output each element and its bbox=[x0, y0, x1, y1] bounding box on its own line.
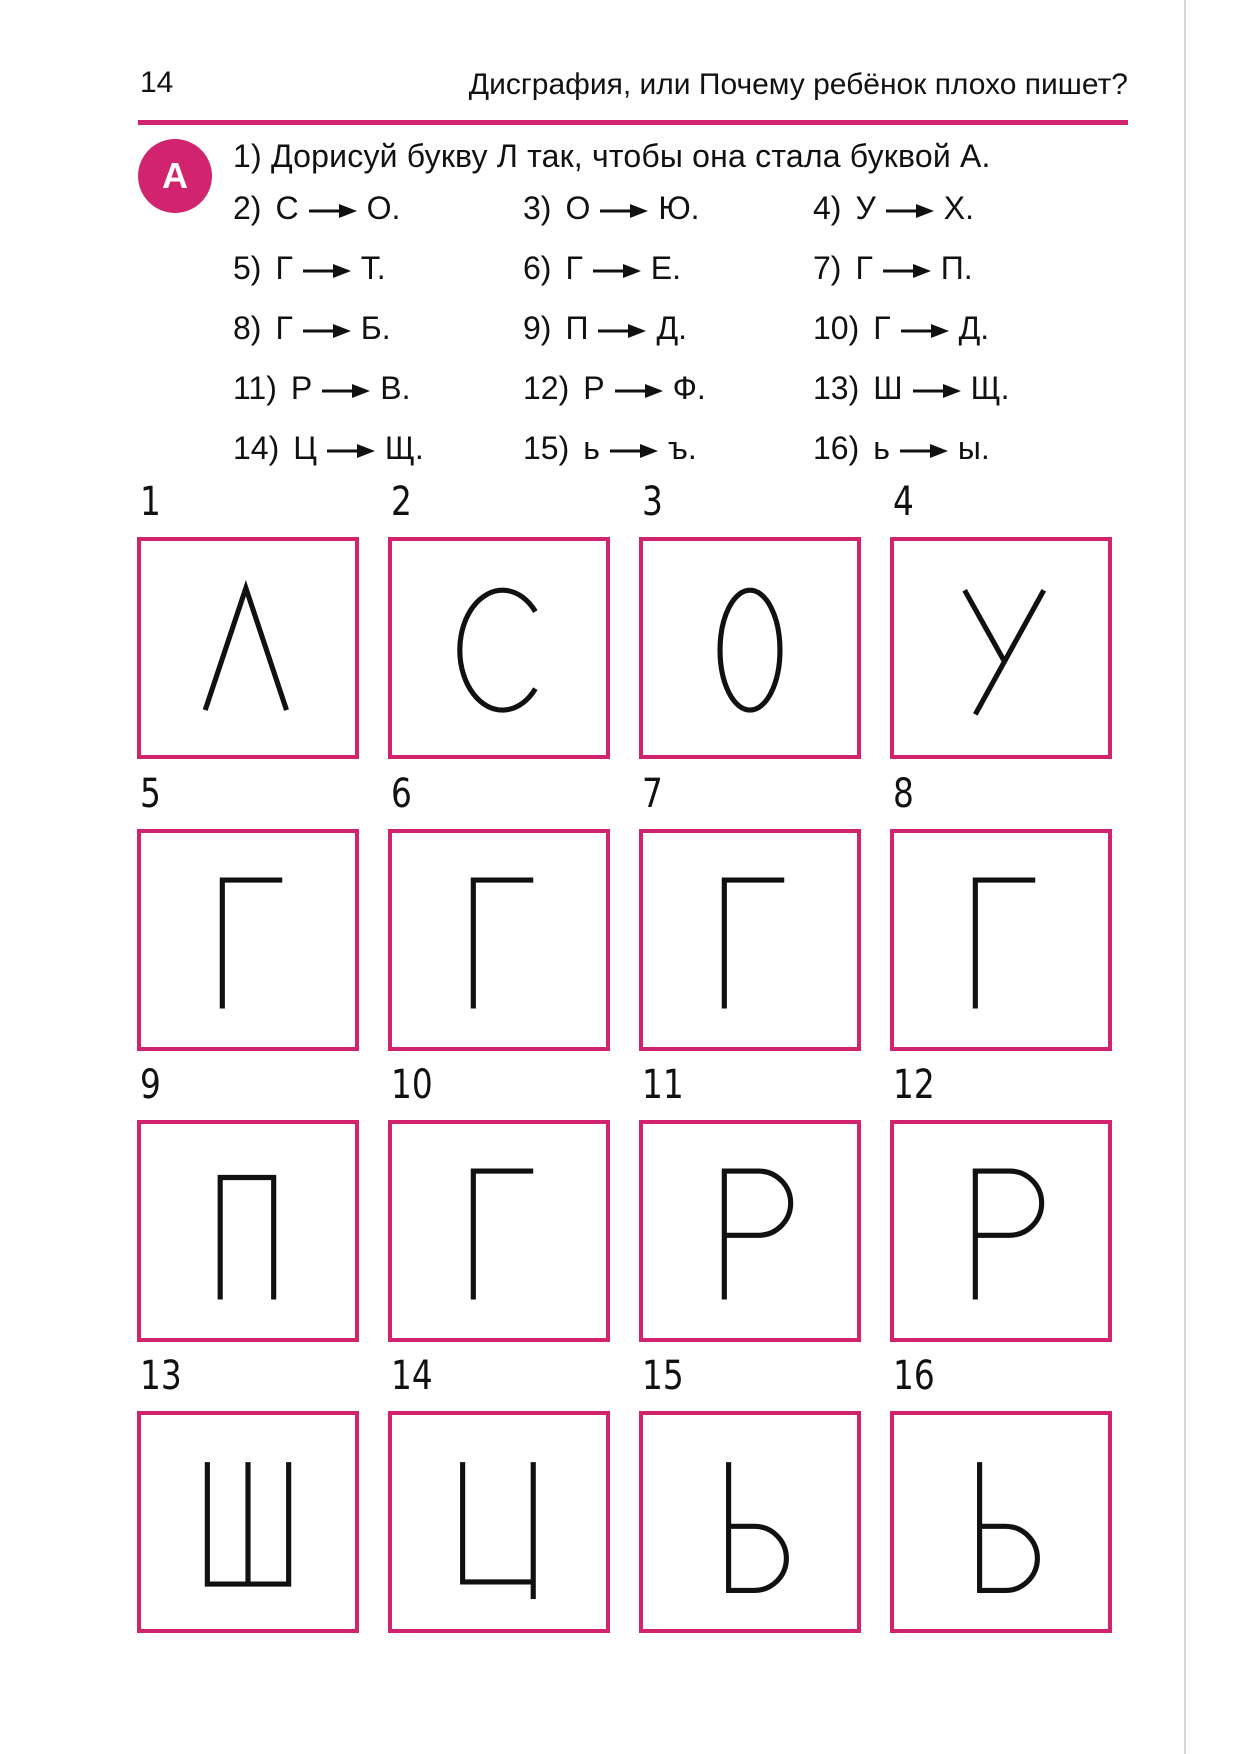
arrow-right-icon bbox=[327, 444, 375, 458]
item-number: 12) bbox=[523, 370, 570, 406]
item-number: 2) bbox=[233, 190, 262, 226]
cell-number: 2 bbox=[391, 479, 412, 525]
letter-drawing bbox=[392, 1415, 606, 1629]
arrow-right-icon bbox=[598, 324, 646, 338]
item-to-letter: Х. bbox=[943, 190, 975, 226]
item-to-letter: Д. bbox=[656, 310, 688, 346]
item-number: 5) bbox=[233, 250, 262, 286]
item-from-letter: П bbox=[565, 310, 589, 346]
item-to-letter: Б. bbox=[360, 310, 391, 346]
letter-drawing bbox=[894, 541, 1108, 755]
task-item bbox=[233, 190, 400, 227]
item-from-letter: У bbox=[855, 190, 876, 226]
letter-box[interactable] bbox=[890, 1411, 1112, 1633]
task-item bbox=[523, 430, 697, 467]
cell-number: 4 bbox=[893, 479, 914, 525]
item-from-letter: Г bbox=[565, 250, 583, 286]
item-from-letter: Р bbox=[583, 370, 605, 406]
cell-number: 5 bbox=[140, 771, 161, 817]
letter-box[interactable] bbox=[137, 1120, 359, 1342]
item-to-letter: Т. bbox=[360, 250, 386, 286]
item-to-letter: Е. bbox=[650, 250, 682, 286]
task-item bbox=[233, 310, 391, 347]
page-edge bbox=[1184, 0, 1186, 1754]
letter-drawing bbox=[894, 1415, 1108, 1629]
cell-number: 14 bbox=[391, 1353, 433, 1399]
item-from-letter: Г bbox=[855, 250, 873, 286]
letter-drawing bbox=[894, 833, 1108, 1047]
task-item bbox=[813, 250, 973, 287]
item-from-letter: Г bbox=[275, 250, 293, 286]
cell-number: 7 bbox=[642, 771, 663, 817]
task-item bbox=[233, 370, 410, 407]
arrow-right-icon bbox=[901, 324, 949, 338]
item-number: 15) bbox=[523, 430, 570, 466]
cell-number: 13 bbox=[140, 1353, 182, 1399]
item-to-letter: О. bbox=[366, 190, 401, 226]
letter-drawing bbox=[643, 1415, 857, 1629]
item-to-letter: П. bbox=[940, 250, 973, 286]
item-to-letter: ы. bbox=[957, 430, 990, 466]
item-from-letter: О bbox=[565, 190, 591, 226]
letter-drawing bbox=[141, 1124, 355, 1338]
letter-box[interactable] bbox=[388, 1120, 610, 1342]
letter-box[interactable] bbox=[388, 829, 610, 1051]
letter-box[interactable] bbox=[639, 1120, 861, 1342]
cell-number: 1 bbox=[140, 479, 161, 525]
item-to-letter: Ю. bbox=[658, 190, 700, 226]
arrow-right-icon bbox=[615, 384, 663, 398]
cell-number: 8 bbox=[893, 771, 914, 817]
letter-drawing bbox=[141, 1415, 355, 1629]
item-to-letter: Щ. bbox=[384, 430, 424, 466]
letter-box[interactable] bbox=[388, 1411, 610, 1633]
task-item bbox=[233, 430, 424, 467]
arrow-right-icon bbox=[913, 384, 961, 398]
letter-box[interactable] bbox=[639, 829, 861, 1051]
letter-box[interactable] bbox=[890, 537, 1112, 759]
letter-drawing bbox=[141, 833, 355, 1047]
item-number: 8) bbox=[233, 310, 262, 346]
cell-number: 9 bbox=[140, 1062, 161, 1108]
arrow-right-icon bbox=[900, 444, 948, 458]
cell-number: 10 bbox=[391, 1062, 433, 1108]
arrow-right-icon bbox=[303, 324, 351, 338]
cell-number: 11 bbox=[642, 1062, 684, 1108]
letter-drawing bbox=[643, 1124, 857, 1338]
task-item bbox=[523, 190, 700, 227]
letter-drawing bbox=[392, 541, 606, 755]
task-item bbox=[523, 310, 687, 347]
arrow-right-icon bbox=[600, 204, 648, 218]
cell-number: 16 bbox=[893, 1353, 935, 1399]
cell-number: 3 bbox=[642, 479, 663, 525]
cell-number: 15 bbox=[642, 1353, 684, 1399]
item-from-letter: Г bbox=[873, 310, 891, 346]
letter-drawing bbox=[894, 1124, 1108, 1338]
task-item bbox=[813, 430, 990, 467]
letter-box[interactable] bbox=[890, 1120, 1112, 1342]
item-number: 14) bbox=[233, 430, 280, 466]
task-item bbox=[233, 250, 386, 287]
task-item bbox=[813, 310, 989, 347]
arrow-right-icon bbox=[593, 264, 641, 278]
item-from-letter: Р bbox=[290, 370, 313, 406]
letter-drawing bbox=[392, 833, 606, 1047]
header-rule bbox=[138, 120, 1128, 125]
item-from-letter: Ц bbox=[293, 430, 317, 466]
item-number: 7) bbox=[813, 250, 842, 286]
item-from-letter: ь bbox=[873, 430, 890, 466]
task-item bbox=[523, 250, 681, 287]
letter-drawing bbox=[141, 541, 355, 755]
item-from-letter: ь bbox=[583, 430, 600, 466]
letter-box[interactable] bbox=[137, 829, 359, 1051]
letter-box[interactable] bbox=[890, 829, 1112, 1051]
item-to-letter: Д. bbox=[958, 310, 990, 346]
arrow-right-icon bbox=[322, 384, 370, 398]
task-item bbox=[813, 190, 974, 227]
cell-number: 6 bbox=[391, 771, 412, 817]
cell-number: 12 bbox=[893, 1062, 935, 1108]
item-number: 16) bbox=[813, 430, 860, 466]
running-header-title: Дисграфия, или Почему ребёнок плохо пишет? bbox=[468, 68, 1128, 101]
item-number: 11) bbox=[233, 370, 277, 406]
item-from-letter: Г bbox=[275, 310, 293, 346]
item-number: 10) bbox=[813, 310, 860, 346]
arrow-right-icon bbox=[886, 204, 934, 218]
letter-box[interactable] bbox=[137, 537, 359, 759]
item-to-letter: Ф. bbox=[672, 370, 706, 406]
page-number: 14 bbox=[140, 66, 174, 99]
item-number: 9) bbox=[523, 310, 552, 346]
item-from-letter: С bbox=[275, 190, 299, 226]
letter-drawing bbox=[643, 541, 857, 755]
letter-box[interactable] bbox=[388, 537, 610, 759]
arrow-right-icon bbox=[610, 444, 658, 458]
letter-box[interactable] bbox=[639, 537, 861, 759]
item-number: 4) bbox=[813, 190, 842, 226]
arrow-right-icon bbox=[883, 264, 931, 278]
letter-box[interactable] bbox=[137, 1411, 359, 1633]
item-from-letter: Ш bbox=[873, 370, 903, 406]
item-number: 3) bbox=[523, 190, 552, 226]
task-instruction: 1) Дорисуй букву Л так, чтобы она стала буквой А. bbox=[233, 138, 991, 174]
item-to-letter: Щ. bbox=[970, 370, 1010, 406]
task-item bbox=[813, 370, 1009, 407]
task-item bbox=[523, 370, 706, 407]
item-number: 6) bbox=[523, 250, 552, 286]
arrow-right-icon bbox=[303, 264, 351, 278]
letter-box[interactable] bbox=[639, 1411, 861, 1633]
item-number: 13) bbox=[813, 370, 860, 406]
task-badge: А bbox=[138, 139, 212, 213]
letter-drawing bbox=[392, 1124, 606, 1338]
item-to-letter: В. bbox=[380, 370, 411, 406]
letter-drawing bbox=[643, 833, 857, 1047]
arrow-right-icon bbox=[309, 204, 357, 218]
item-to-letter: ъ. bbox=[667, 430, 697, 466]
